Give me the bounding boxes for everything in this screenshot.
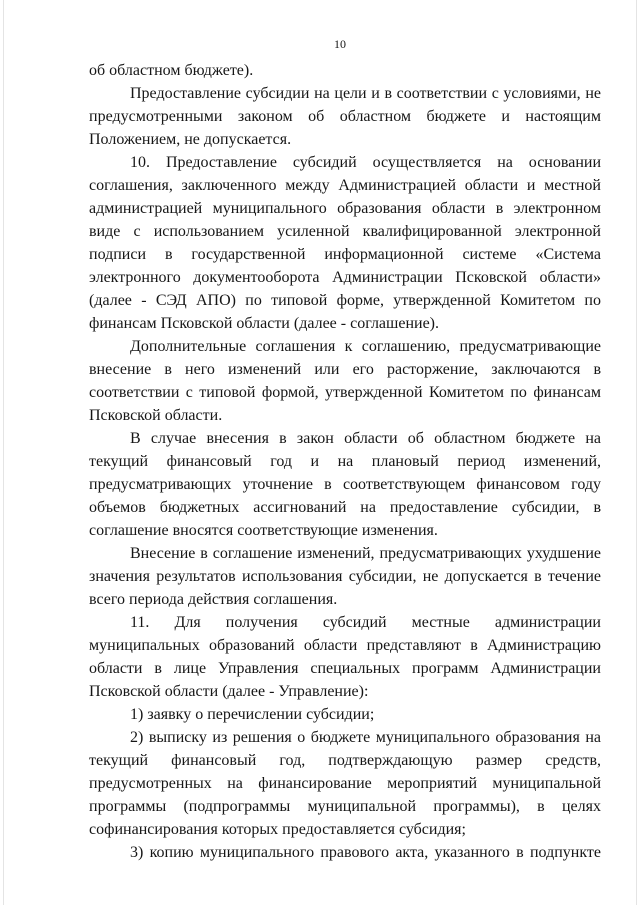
paragraph-11-documents: 11. Для получения субсидий местные администрации муниципальных образований области представляют в Администрацию области в лице Управления специальных программ Администрации Псковской области (далее - Управление): [89,614,601,700]
page-number: 10 [334,37,346,51]
paragraph-subsidy-conditions: Предоставление субсидии на цели и в соответствии с условиями, не предусмотренными законом об областном бюджете и настоящим Положением, не допускается. [89,85,601,148]
list-item-3-legal-act: 3) копию муниципального правового акта, указанного в подпункте [130,844,601,861]
scan-edge-left [3,0,4,905]
document-body [89,59,601,864]
paragraph-no-worsening: Внесение в соглашение изменений, предусматривающих ухудшение значения результатов использования субсидии, не допускается в течение всего периода действия соглашения. [89,545,601,608]
paragraph-10-agreement: 10. Предоставление субсидий осуществляется на основании соглашения, заключенного между Администрацией области и местной администрацией муниципального образования области в электронном виде с использованием усиленной квалифицированной электронной подписи в государственной информационной системе «Система электронного документооборота Администрации Псковской области» (далее - СЭД АПО) по типовой форме, утвержденной Комитетом по финансам Псковской области (далее - соглашение). [89,154,601,332]
list-item-1-application: 1) заявку о перечислении субсидии; [130,706,375,723]
paragraph-budget-changes: В случае внесения в закон области об областном бюджете на текущий финансовый год и на плановый период изменений, предусматривающих уточнение в соответствующем финансовом году объемов бюджетных ассигнований на предоставление субсидии, в соглашение вносятся соответствующие изменения. [89,430,601,539]
paragraph-additional-agreements: Дополнительные соглашения к соглашению, предусматривающие внесение в него изменений или его расторжение, заключаются в соответствии с типовой формой, утвержденной Комитетом по финансам Псковской области. [89,338,601,424]
paragraph-budget-end: об областном бюджете). [89,62,254,79]
list-item-2-budget-extract: 2) выписку из решения о бюджете муниципального образования на текущий финансовый год, подтверждающую размер средств, предусмотренных на финансирование мероприятий муниципальной программы (подпрограммы муниципальной программы), в целях софинансирования которых предоставляется субсидия; [89,729,601,838]
scan-edge-right [636,0,637,905]
